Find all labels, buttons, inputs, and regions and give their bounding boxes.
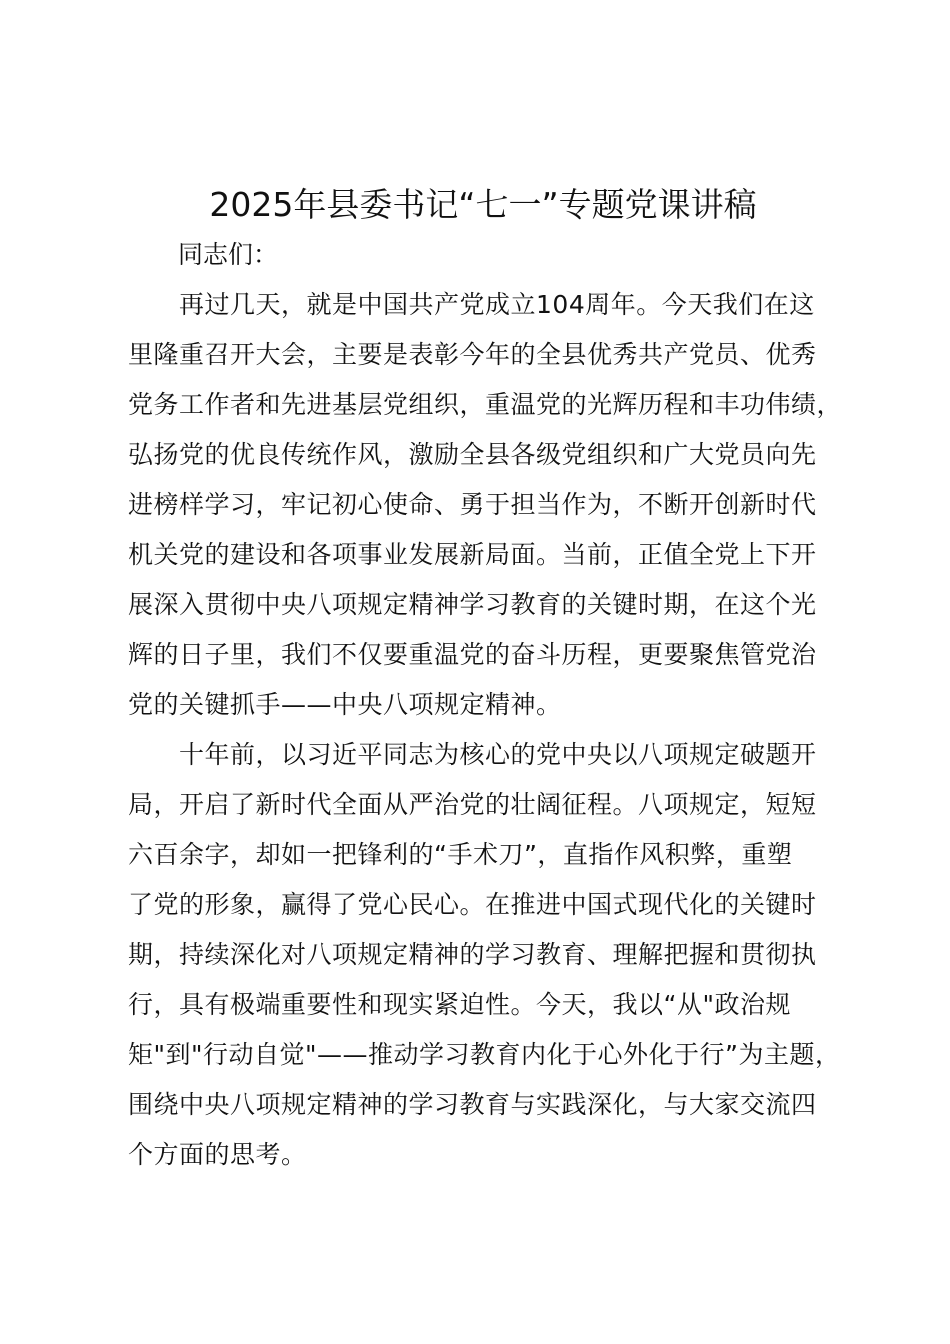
paragraph-line: 六百余字，却如一把锋利的“手术刀”，直指作风积弊，重塑 <box>128 840 793 869</box>
paragraph-line: 了党的形象，赢得了党心民心。在推进中国式现代化的关键时 <box>128 890 817 919</box>
paragraph-line: 党务工作者和先进基层党组织，重温党的光辉历程和丰功伟绩， <box>128 390 843 419</box>
paragraph-line: 矩"到"行动自觉"——推动学习教育内化于心外化于行”为主题， <box>128 1040 841 1069</box>
salutation: 同志们： <box>178 240 279 269</box>
paragraph-line: 行，具有极端重要性和现实紧迫性。今天，我以“从"政治规 <box>128 990 791 1019</box>
paragraph-line: 进榜样学习，牢记初心使命、勇于担当作为，不断开创新时代 <box>128 490 817 519</box>
paragraph-line: 辉的日子里，我们不仅要重温党的奋斗历程，更要聚焦管党治 <box>128 640 817 669</box>
paragraph-line: 局，开启了新时代全面从严治党的壮阔征程。八项规定，短短 <box>128 790 817 819</box>
paragraph-line: 十年前，以习近平同志为核心的党中央以八项规定破题开 <box>128 740 817 769</box>
paragraph-line: 弘扬党的优良传统作风，激励全县各级党组织和广大党员向先 <box>128 440 817 469</box>
paragraph-2 <box>128 730 840 1180</box>
paragraph-1 <box>128 280 843 730</box>
paragraph-line: 机关党的建设和各项事业发展新局面。当前，正值全党上下开 <box>128 540 817 569</box>
paragraph-line: 展深入贯彻中央八项规定精神学习教育的关键时期，在这个光 <box>128 590 817 619</box>
paragraph-line: 再过几天，就是中国共产党成立104周年。今天我们在这 <box>128 290 815 319</box>
paragraph-line: 里隆重召开大会，主要是表彰今年的全县优秀共产党员、优秀 <box>128 340 817 369</box>
paragraph-line: 期，持续深化对八项规定精神的学习教育、理解把握和贯彻执 <box>128 940 817 969</box>
paragraph-line: 围绕中央八项规定精神的学习教育与实践深化，与大家交流四 <box>128 1090 817 1119</box>
document-title: 2025年县委书记“七一”专题党课讲稿 <box>209 185 757 224</box>
paragraph-line: 个方面的思考。 <box>128 1140 307 1169</box>
paragraph-line: 党的关键抓手——中央八项规定精神。 <box>128 690 562 719</box>
